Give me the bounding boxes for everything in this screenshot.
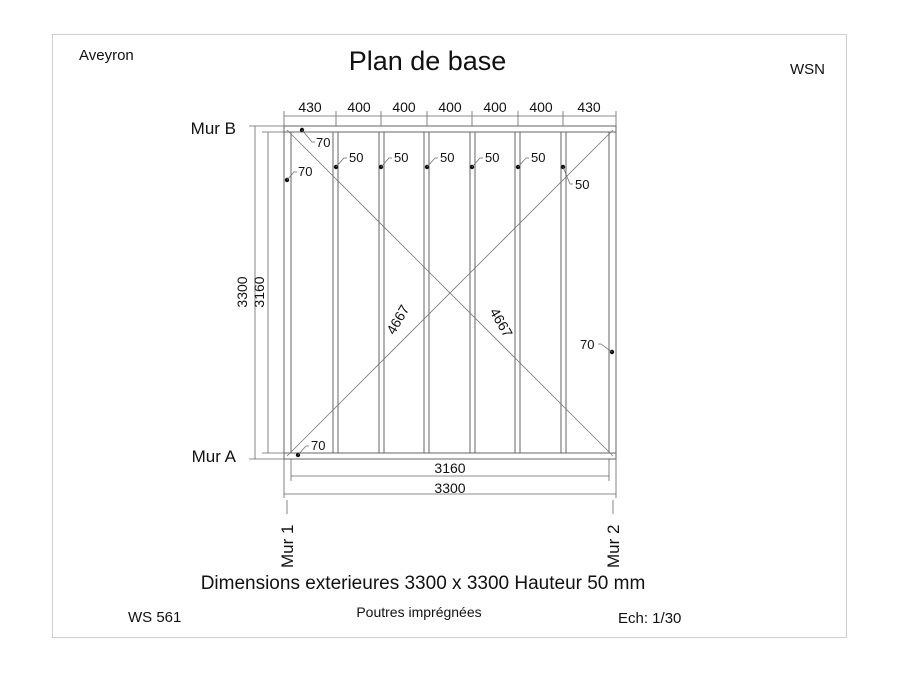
page-title: Plan de base [348,46,507,76]
diagonal-length-label: 4667 [486,305,517,340]
joist [470,132,475,453]
beam-mur-2 [609,132,616,453]
beam-width-label: 70 [311,438,326,453]
diagonal-length-label: 4667 [382,302,413,337]
joist-spacing-label: 400 [483,99,507,115]
brand-label: WSN [790,61,825,78]
region-label: Aveyron [79,47,134,64]
joist [424,132,429,453]
scale-label: Ech: 1/30 [618,610,682,627]
rail-mur-b [284,126,616,132]
material-note: Poutres imprégnées [356,604,482,620]
joist-spacing-label: 430 [298,99,322,115]
joist-spacing-label: 430 [577,99,601,115]
rail-mur-a [284,453,616,459]
beam-width-label: 50 [531,150,546,165]
beam-width-label: 70 [298,164,313,179]
beam-width-label: 50 [394,150,409,165]
joist [379,132,384,453]
joist-spacing-label: 400 [529,99,553,115]
beam-width-label: 70 [580,337,595,352]
joist-spacing-label: 400 [347,99,371,115]
width-outer-label: 3300 [434,480,466,496]
wall-label-mur-b: Mur B [190,119,236,138]
height-inner-label: 3160 [251,276,267,308]
wall-label-mur-2: Mur 2 [604,524,623,568]
width-inner-label: 3160 [434,460,466,476]
joist [515,132,520,453]
reference-code: WS 561 [128,609,182,626]
beam-width-label: 50 [440,150,455,165]
beam-width-label: 50 [349,150,364,165]
wall-label-mur-a: Mur A [191,447,236,466]
beam-width-label: 70 [316,135,331,150]
joist-spacing-label: 400 [392,99,416,115]
exterior-dimensions-summary: Dimensions exterieures 3300 x 3300 Hauteur 50 mm [200,573,646,594]
height-outer-label: 3300 [234,276,250,308]
wall-label-mur-1: Mur 1 [278,524,297,568]
joist-spacing-label: 400 [438,99,462,115]
beam-width-label: 50 [485,150,500,165]
beam-width-label: 50 [575,177,590,192]
